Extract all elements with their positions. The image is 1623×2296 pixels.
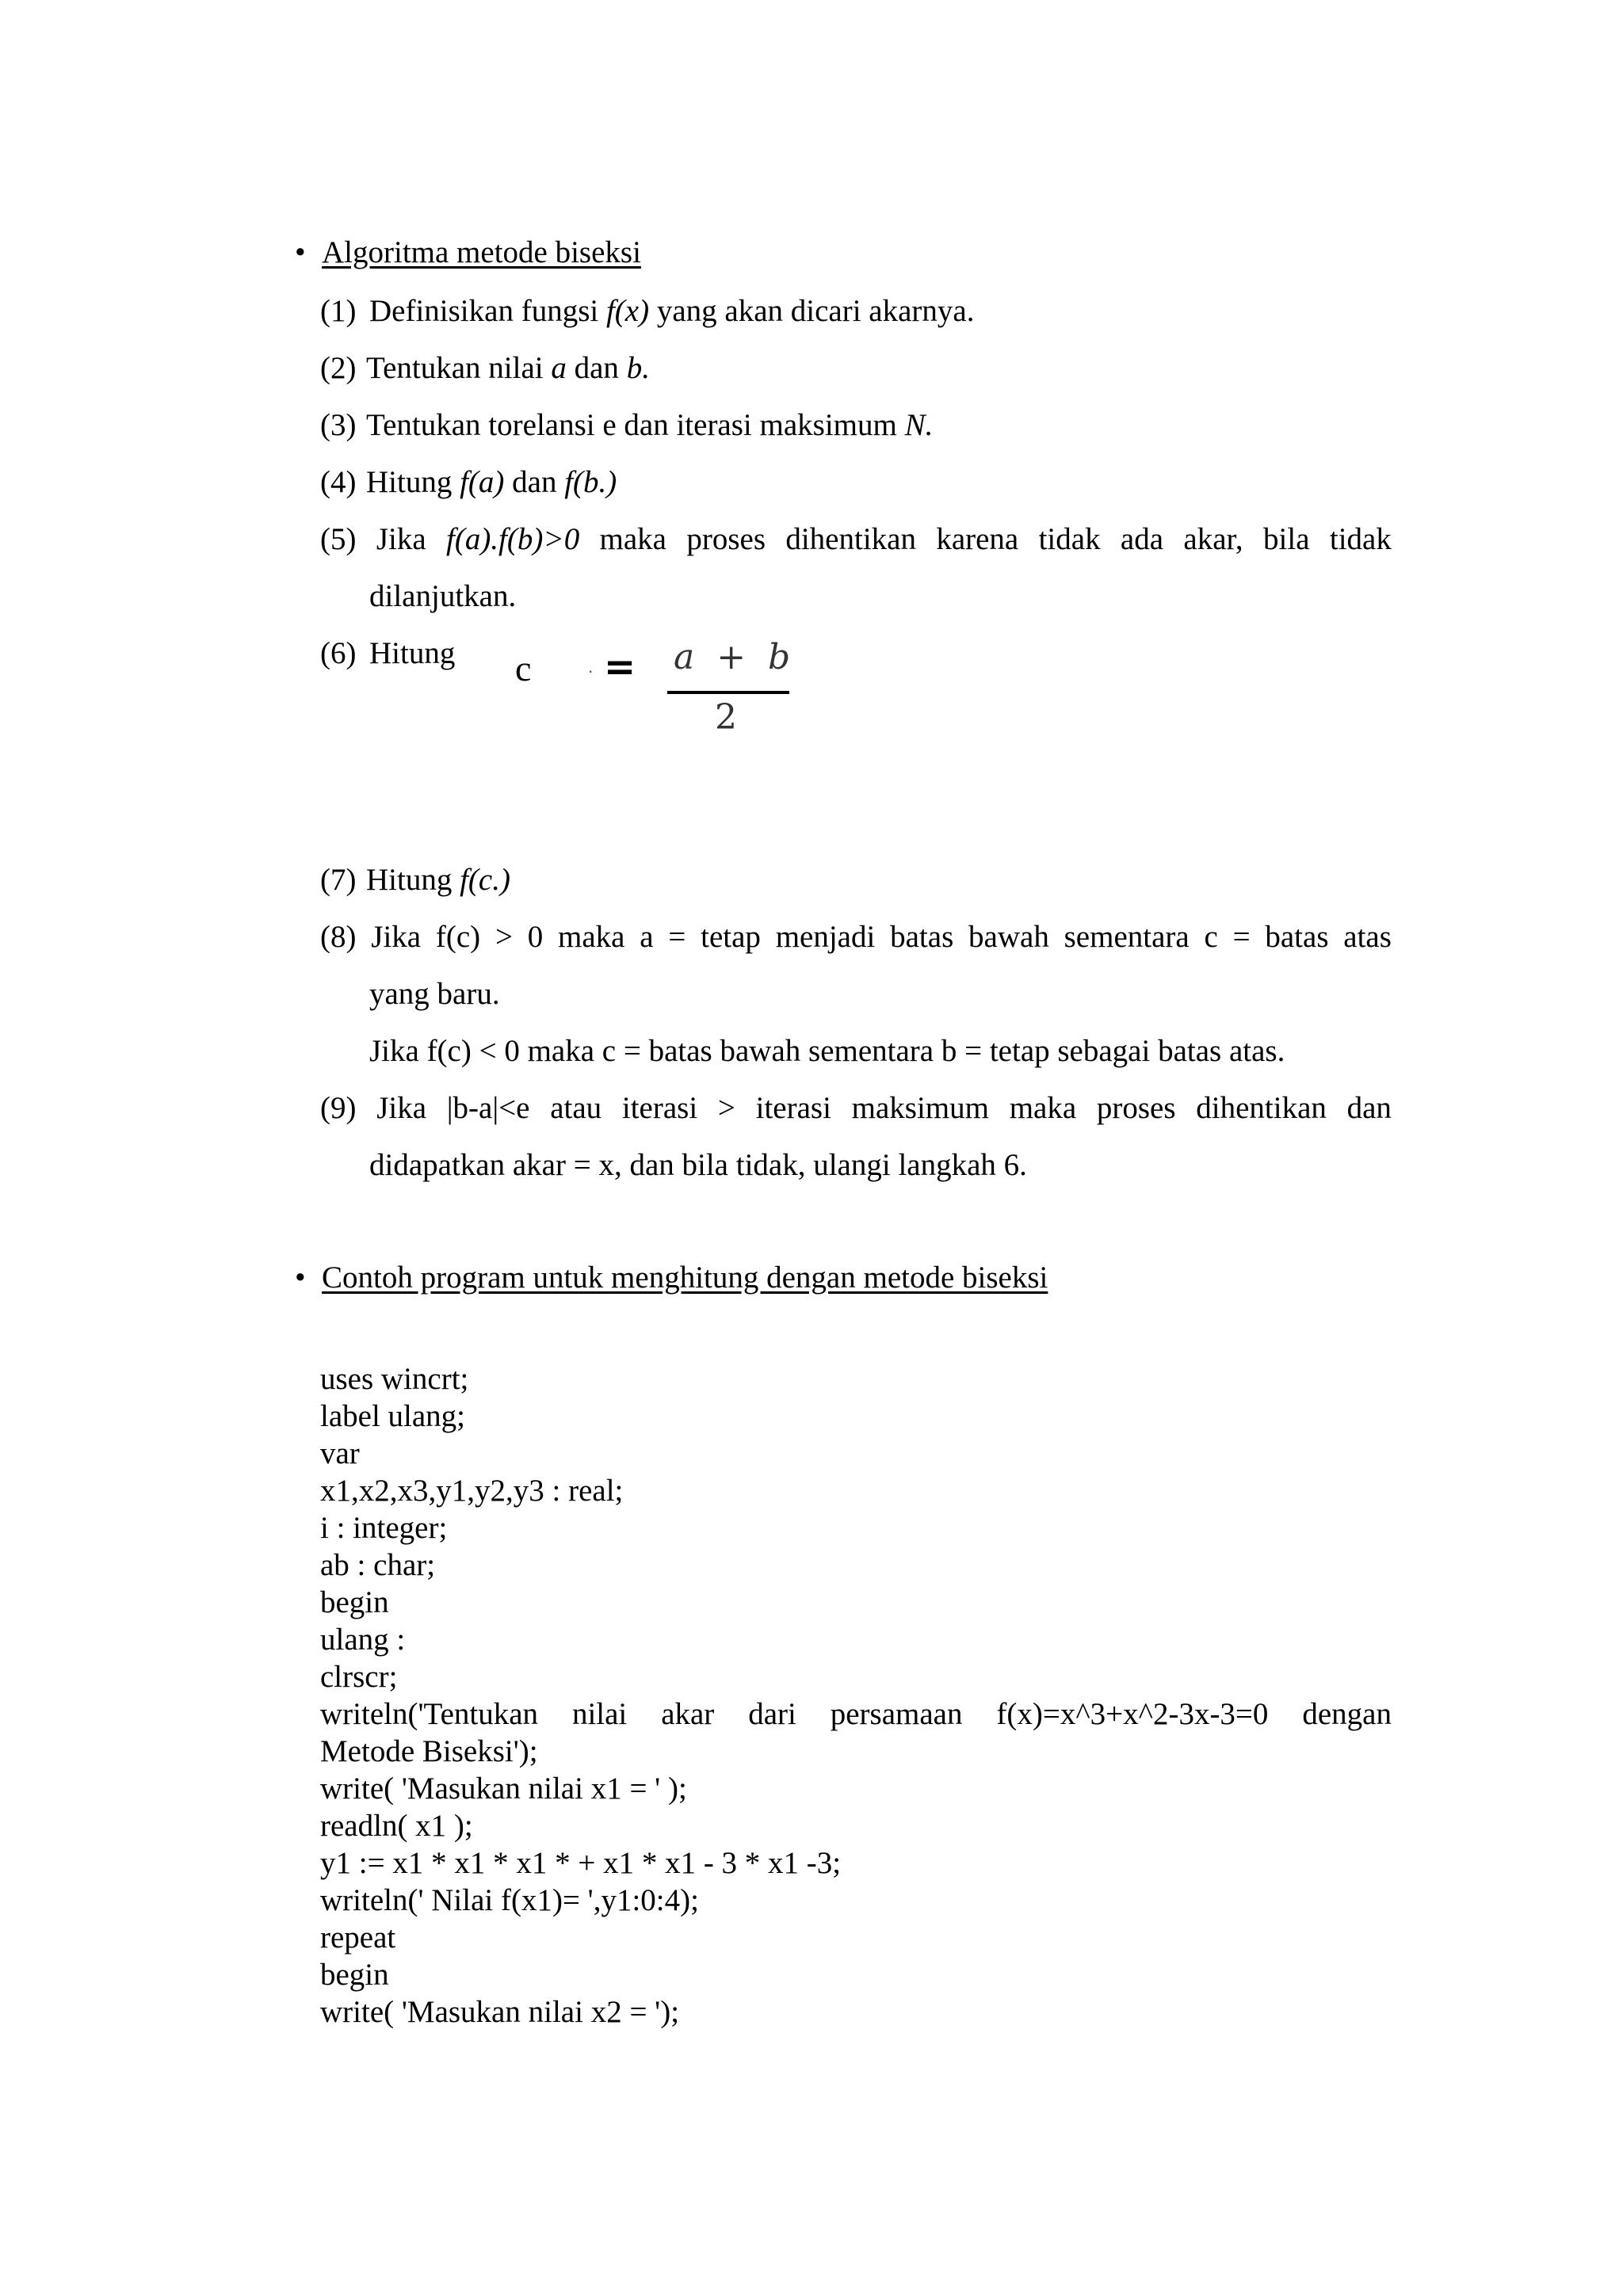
code-line: repeat [320,1920,396,1955]
code-line: uses wincrt; [320,1362,469,1396]
word: |b-a|<e [446,1091,530,1125]
step-number: (6) [320,636,357,670]
code-line: y1 := x1 * x1 * x1 * + x1 * x1 - 3 * x1 -3; [320,1846,842,1880]
step-2 [320,350,1392,387]
step-6 [320,635,1392,673]
step-5-continuation: dilanjutkan. [369,579,517,613]
step-1 [320,293,1392,330]
step-number: (1) [320,294,357,328]
step-text: Tentukan nilai [366,351,552,385]
word: atas [1343,920,1392,954]
word: proses [686,522,766,556]
heading-text: Algoritma metode biseksi [322,235,641,269]
heading-text: Contoh program untuk menghitung dengan metode biseksi [322,1261,1048,1295]
word: Jika [371,920,422,954]
math-term: f(b.) [564,465,617,499]
math-term: N. [904,408,934,442]
step-text: Hitung [366,863,460,897]
word: nilai [571,1697,628,1731]
bisection-formula [515,637,800,754]
code-line: begin [320,1958,389,1992]
code-line: var [320,1436,360,1470]
word: maka [1009,1091,1077,1125]
word: tidak [1329,522,1392,556]
step-line [320,521,1392,559]
word: maka [558,920,625,954]
step-text: dan [504,465,565,499]
word: proses [1096,1091,1176,1125]
code-line: clrscr; [320,1660,398,1694]
word: menjadi [775,920,876,954]
step-number: (3) [320,408,357,442]
step-9 [320,1090,1392,1127]
word: dihentikan [785,522,916,556]
word: maksimum [851,1091,989,1125]
math-term: f(c.) [460,863,510,897]
step-8-else: Jika f(c) < 0 maka c = batas bawah sementara b = tetap sebagai batas atas. [369,1034,1285,1068]
code-line: x1,x2,x3,y1,y2,y3 : real; [320,1474,624,1508]
step-text: Hitung [369,636,456,670]
word: akar, [1183,522,1243,556]
step-text: dan [566,351,627,385]
code-line: ulang : [320,1623,406,1657]
code-line: begin [320,1585,389,1619]
step-8-continuation: yang baru. [369,977,500,1011]
step-text: yang akan dicari akarnya. [649,294,975,328]
code-line: ab : char; [320,1548,436,1582]
word: = [668,920,686,954]
word: tidak [1038,522,1101,556]
word: dan [1346,1091,1392,1125]
word: atau [550,1091,602,1125]
word: maka [599,522,666,556]
step-text: Hitung [366,465,460,499]
formula-dot: · [588,662,594,681]
word: tetap [701,920,761,954]
word: persamaan [830,1697,963,1731]
formula-lhs: c [515,648,532,688]
code-line-writeln [320,1696,1392,1733]
bullet-icon: • [295,235,306,269]
step-4 [320,464,1392,502]
word: c [1204,920,1218,954]
word: bila [1263,522,1310,556]
code-line: write( 'Masukan nilai x2 = '); [320,1995,680,2029]
formula-denominator: 2 [715,697,737,738]
code-line: label ulang; [320,1399,466,1433]
math-term: a [551,351,567,385]
word: batas [1265,920,1329,954]
step-9-continuation: didapatkan akar = x, dan bila tidak, ulangi langkah 6. [369,1148,1027,1182]
code-line: write( 'Masukan nilai x1 = ' ); [320,1772,687,1806]
step-5 [320,521,1392,559]
code-line: writeln(' Nilai f(x1)= ',y1:0:4); [320,1883,699,1917]
code-line: i : integer; [320,1511,448,1545]
word: dari [748,1697,796,1731]
word: dihentikan [1196,1091,1327,1125]
fraction-bar [667,691,789,694]
step-number: (7) [320,863,357,897]
math-term: b. [626,351,650,385]
word: > [495,920,513,954]
formula-numerator: a + b [674,637,791,677]
section-program-heading [295,1260,1048,1297]
formula-equals: = [604,645,636,689]
math-term: f(a) [460,465,505,499]
word: 0 [527,920,544,954]
word: > [717,1091,735,1125]
math-term: f(x) [605,294,650,328]
word: iterasi [755,1091,831,1125]
word: a [640,920,654,954]
step-number: (2) [320,351,357,385]
step-number: (8) [320,920,357,954]
word: = [1232,920,1251,954]
word: akar [661,1697,715,1731]
section-algorithm-heading [295,235,641,272]
code-line: Metode Biseksi'); [320,1734,538,1768]
step-number: (4) [320,465,357,499]
math-term: f(a).f(b)>0 [446,522,580,556]
word: karena [936,522,1019,556]
word: iterasi [621,1091,698,1125]
step-number: (9) [320,1091,357,1125]
step-7 [320,862,1392,899]
step-3 [320,407,1392,444]
word: batas [890,920,954,954]
word: f(x)=x^3+x^2-3x-3=0 [996,1697,1269,1731]
word: f(c) [435,920,481,954]
word: writeln('Tentukan [320,1697,539,1731]
word: dengan [1302,1697,1392,1731]
word: bawah [968,920,1049,954]
step-8 [320,919,1392,956]
code-listing [320,1361,1392,2035]
step-line [320,919,1392,956]
word: ada [1120,522,1164,556]
code-line: readln( x1 ); [320,1809,473,1843]
step-text: Tentukan torelansi e dan iterasi maksimum [366,408,905,442]
step-number: (5) [320,522,357,556]
step-text: Definisikan fungsi [369,294,606,328]
step-line [320,1090,1392,1127]
bullet-icon: • [295,1261,306,1295]
word: sementara [1064,920,1190,954]
word: Jika [376,522,426,556]
word: Jika [376,1091,427,1125]
